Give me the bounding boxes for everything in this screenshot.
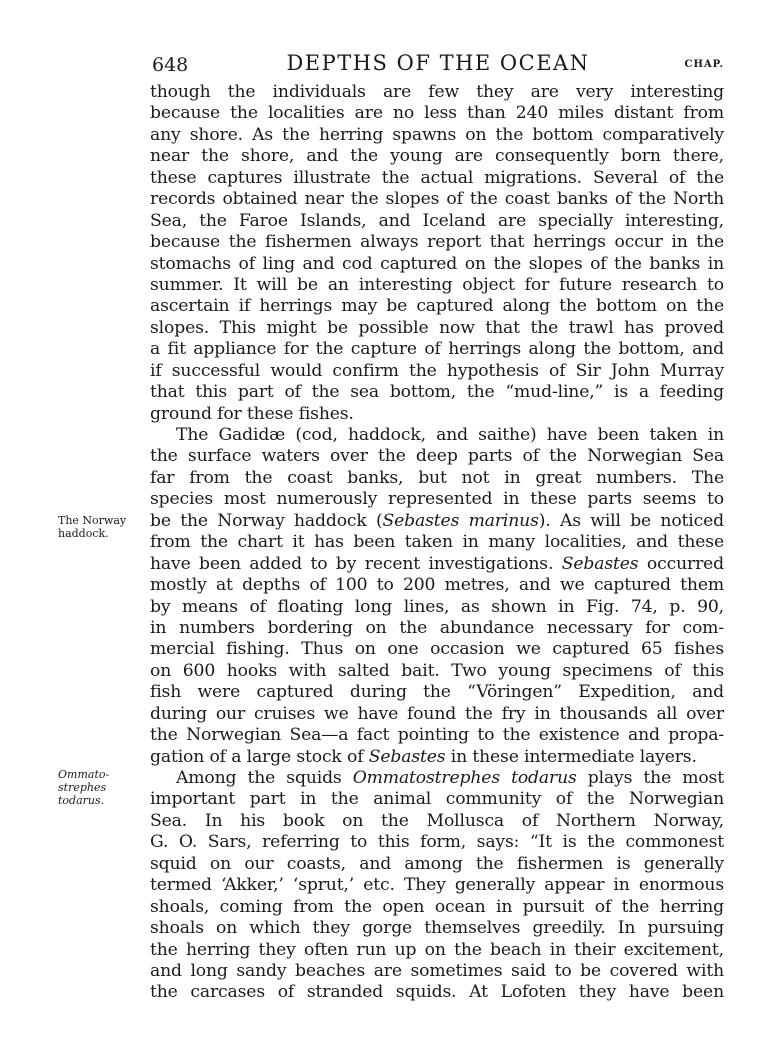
margin-note-norway-haddock [58,514,126,540]
text-line: the herring they often run up on the beach in their excitement, [150,939,724,960]
text-line: any shore. As the herring spawns on the bottom comparatively [150,124,724,145]
text-line: stomachs of ling and cod captured on the slopes of the banks in [150,253,724,274]
text-line: near the shore, and the young are consequently born there, [150,146,724,167]
text-line: gation of a large stock of Sebastes in these intermediate layers. [150,746,697,767]
text-line: shoals on which they gorge themselves greedily. In pursuing [150,918,724,939]
margin-note-line: haddock. [58,527,109,540]
text-line: from the chart it has been taken in many localities, and these [150,532,724,553]
text-line: fish were captured during the “Vöringen” Expedition, and [150,682,724,703]
text-line: The Gadidæ (cod, haddock, and saithe) have been taken in [176,425,724,445]
text-line: have been added to by recent investigations. Sebastes occurred [150,553,725,574]
text-line: during our cruises we have found the fry in thousands all over [150,703,724,724]
margin-note-line: strephes [58,781,107,794]
text-line: in numbers bordering on the abundance necessary for com- [150,617,724,638]
margin-note-line: todarus. [58,794,105,807]
margin-note-ommatostrephes [58,768,109,807]
text-line: G. O. Sars, referring to this form, says: “It is the commonest [150,832,724,853]
text-line: ascertain if herrings may be captured along the bottom on the [150,296,724,317]
page-number: 648 [152,54,189,76]
text-line: because the fishermen always report that herrings occur in the [150,232,724,253]
text-line: species most numerously represented in these parts seems to [150,489,724,510]
text-line: mostly at depths of 100 to 200 metres, and we captured them [150,575,724,596]
text-line: and long sandy beaches are sometimes said to be covered with [150,960,724,981]
text-line: mercial fishing. Thus on one occasion we captured 65 fishes [150,639,724,660]
text-line: because the localities are no less than 240 miles distant from [150,103,724,124]
text-line: records obtained near the slopes of the coast banks of the North [150,189,724,210]
text-line: if successful would confirm the hypothesis of Sir John Murray [150,360,724,381]
text-line: on 600 hooks with salted bait. Two young specimens of this [150,660,724,681]
text-line: Sea, the Faroe Islands, and Iceland are specially interesting, [150,210,724,231]
text-line: the surface waters over the deep parts of the Norwegian Sea [150,446,724,467]
text-line: squid on our coasts, and among the fishermen is generally [150,853,724,874]
text-line: termed ‘Akker,’ ‘sprut,’ etc. They generally appear in enormous [150,875,724,896]
text-line: shoals, coming from the open ocean in pursuit of the herring [150,896,724,917]
text-line: the Norwegian Sea—a fact pointing to the existence and propa- [150,725,724,746]
text-line: be the Norway haddock (Sebastes marinus). As will be noticed [150,510,724,531]
body-text [150,82,724,1004]
chapter-label: CHAP. [684,59,724,70]
text-line: far from the coast banks, but not in great numbers. The [150,467,724,488]
running-title: DEPTHS OF THE OCEAN [286,51,590,75]
text-line: though the individuals are few they are very interesting [150,82,724,102]
page-header [150,50,726,78]
margin-note-line: Ommato- [58,768,110,781]
text-line: important part in the animal community of the Norwegian [150,789,724,810]
text-line: by means of floating long lines, as shown in Fig. 74, p. 90, [150,596,724,617]
text-line: Sea. In his book on the Mollusca of Northern Norway, [150,810,724,831]
text-line: summer. It will be an interesting object for future research to [150,274,724,295]
text-line: Among the squids Ommatostrephes todarus plays the most [176,768,724,788]
text-line: ground for these fishes. [150,403,354,424]
text-line: that this part of the sea bottom, the “mud-line,” is a feeding [150,382,724,403]
text-line: the carcases of stranded squids. At Lofoten they have been [150,982,724,1003]
margin-note-line: The Norway [58,514,127,527]
text-line: slopes. This might be possible now that the trawl has proved [150,317,724,338]
text-line: a fit appliance for the capture of herrings along the bottom, and [150,339,724,360]
text-line: these captures illustrate the actual migrations. Several of the [150,167,724,188]
